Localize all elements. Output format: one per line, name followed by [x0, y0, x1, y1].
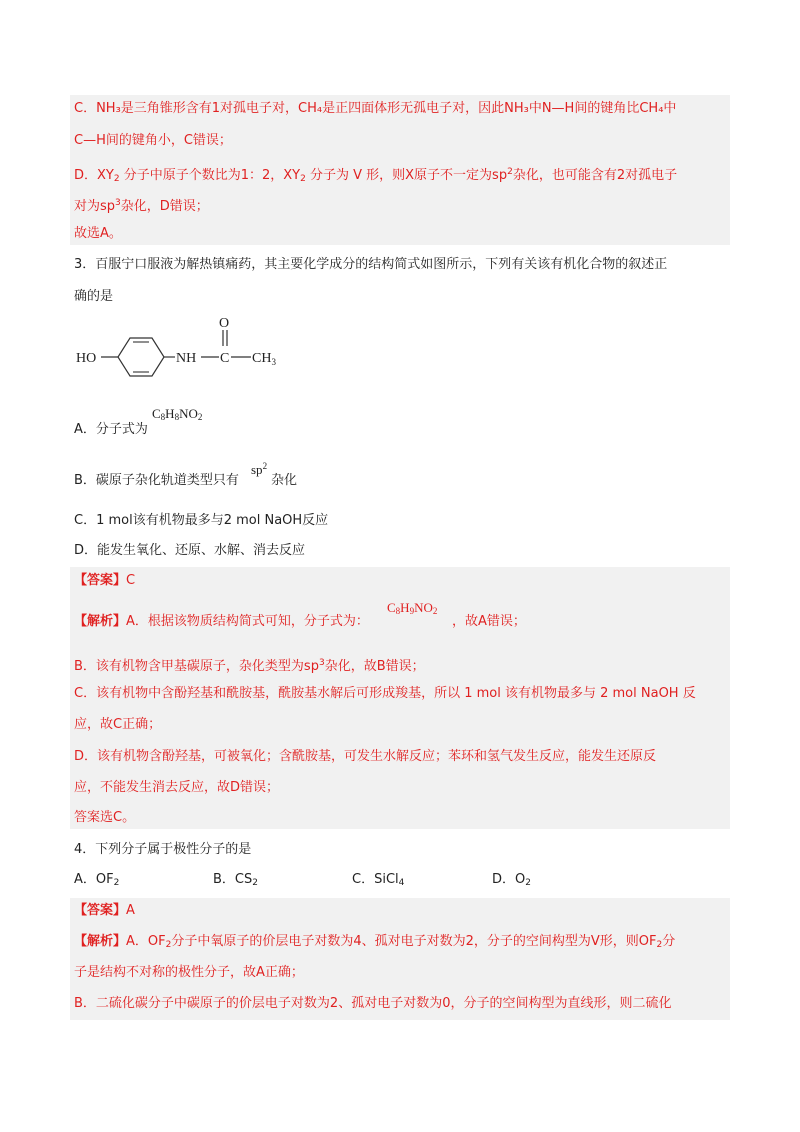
q4-option-d: D．$O_2$ [492, 872, 531, 888]
q3-analysis-c-line1: C．该有机物中含酚羟基和酰胺基，酰胺基水解后可形成羧基，所以 1 mol 该有机物最多与 2 mol NaOH 反 [74, 686, 696, 701]
q4-answer: 【答案】A [74, 903, 135, 918]
q2-conclusion: 故选A。 [74, 226, 122, 241]
q2-option-d-line1: D．$XY_2$ 分子中原子个数比为1：2，$XY_2$ 分子为 V 形，则X原子不一定为$sp^2$杂化，也可能含有2对孤电子 [74, 167, 678, 184]
q4-option-b: B．$CS_2$ [213, 872, 258, 888]
structure-svg [74, 313, 294, 383]
q2-option-d-line2: 对为$sp^3$杂化，D错误； [74, 198, 209, 214]
chemical-structure [74, 313, 294, 383]
q3-analysis-d-line2: 应，不能发生消去反应，故D错误； [74, 780, 280, 795]
struct-ch3-label: $CH_3$ [252, 351, 276, 367]
q3-analysis-a: 【解析】A．根据该物质结构简式可知，分子式为： [74, 614, 369, 629]
q3-option-d: D．能发生氧化、还原、水解、消去反应 [74, 543, 306, 558]
q3-option-a-formula: $C_8H_8NO_2$ [152, 406, 203, 422]
q3-option-b-sp: $sp^2$ [251, 461, 268, 477]
q3-analysis-a-formula: $C_8H_9NO_2$ [387, 600, 438, 616]
q3-analysis-c-line2: 应，故C正确； [74, 717, 162, 732]
q4-analysis-b-line1: B．二硫化碳分子中碳原子的价层电子对数为2、孤对电子对数为0，分子的空间构型为直线形，则二硫化 [74, 996, 672, 1011]
q2-option-c-line1: C．NH₃是三角锥形含有1对孤电子对，CH₄是正四面体形无孤电子对，因此NH₃中N—H间的键角比CH₄中 [74, 101, 677, 116]
q3-option-a: A．分子式为 [74, 422, 148, 437]
q4-analysis-a-line2: 子是结构不对称的极性分子，故A正确； [74, 965, 304, 980]
q2-option-c-line2: C—H间的键角小，C错误； [74, 133, 232, 148]
benzene-ring [118, 338, 164, 376]
q3-conclusion: 答案选C。 [74, 810, 136, 825]
q3-analysis-a-end: ，故A错误； [452, 614, 526, 629]
q3-option-c: C．1 mol该有机物最多与2 mol NaOH反应 [74, 513, 329, 528]
q3-stem-line2: 确的是 [74, 289, 114, 304]
q3-stem-line1: 3．百服宁口服液为解热镇痛药，其主要化学成分的结构简式如图所示，下列有关该有机化合物的叙述正 [74, 257, 668, 272]
q4-option-c: C．SiCl$_4$ [352, 872, 405, 888]
struct-o-label: O [219, 316, 230, 331]
q3-option-b-end: 杂化 [271, 473, 298, 488]
q3-answer: 【答案】C [74, 573, 136, 588]
q3-analysis-d-line1: D．该有机物含酚羟基，可被氧化；含酰胺基，可发生水解反应；苯环和氢气发生反应，能发生还原反 [74, 749, 657, 764]
struct-c-label: C [220, 351, 230, 366]
q3-option-b: B．碳原子杂化轨道类型只有 [74, 473, 239, 488]
q4-stem: 4．下列分子属于极性分子的是 [74, 842, 252, 857]
q4-analysis-a-line1: 【解析】A．$OF_2$分子中氧原子的价层电子对数为4、孤对电子对数为2，分子的空间构型为V形，则$OF_2$分 [74, 934, 676, 950]
struct-nh-label: NH [176, 351, 197, 366]
struct-ho-label: HO [76, 351, 97, 366]
q3-analysis-b: B．该有机物含甲基碳原子，杂化类型为$sp^3$杂化，故B错误； [74, 658, 425, 674]
q4-option-a: A．$OF_2$ [74, 872, 120, 888]
